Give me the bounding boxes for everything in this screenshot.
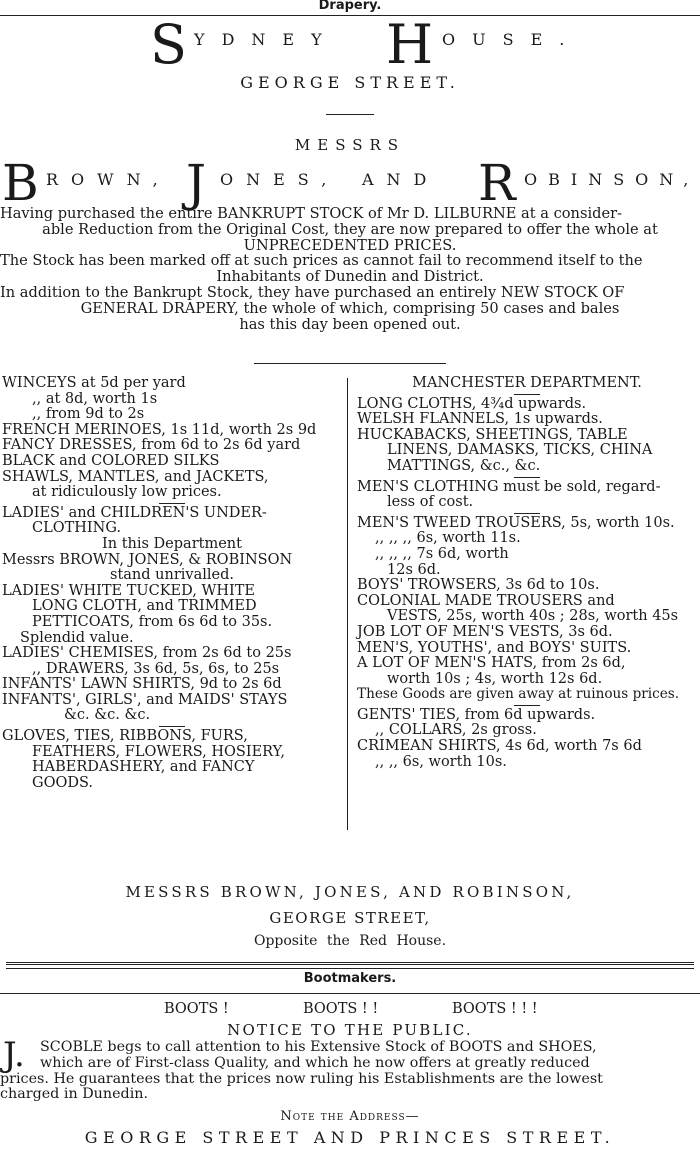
list-item: MATTINGS, &c., &c. (387, 457, 541, 474)
list-item: INFANTS' LAWN SHIRTS, 9d to 2s 6d (2, 676, 282, 693)
list-item: GLOVES, TIES, RIBBONS, FURS, (2, 728, 248, 745)
list-item: less of cost. (387, 494, 474, 511)
store-street: GEORGE STREET. (240, 73, 460, 92)
list-item: WINCEYS at 5d per yard (2, 375, 186, 391)
list-item: FEATHERS, FLOWERS, HOSIERY, (32, 743, 285, 760)
list-item: FRENCH MERINOES, 1s 11d, worth 2s 9d (2, 421, 317, 438)
list-item: ,, ,, 6s, worth 10s. (375, 753, 507, 770)
list-item: LONG CLOTHS, 4¾d upwards. (357, 395, 587, 412)
firm-word-jones: ONES, (220, 170, 340, 189)
list-item: HABERDASHERY, and FANCY (32, 759, 255, 776)
list-item: Splendid value. (20, 629, 134, 646)
list-item: stand unrivalled. (110, 567, 234, 584)
list-item: In this Department (102, 535, 242, 552)
right-column (357, 376, 697, 770)
list-item: HUCKABACKS, SHEETINGS, TABLE (357, 426, 628, 443)
messrs-label: MESSRS (294, 136, 406, 154)
firm-initial-j: J (186, 154, 207, 212)
list-item: SHAWLS, MANTLES, and JACKETS, (2, 468, 269, 485)
list-item: &c. &c. &c. (64, 707, 151, 724)
footer-opposite: Opposite the Red House. (253, 933, 447, 949)
list-item: ,, DRAWERS, 3s 6d, 5s, 6s, to 25s (32, 660, 280, 677)
intro-line: able Reduction from the Original Cost, they are now prepared to offer the whole at (42, 220, 658, 238)
list-item: JOB LOT OF MEN'S VESTS, 3s 6d. (357, 623, 613, 640)
intro-line: Having purchased the entire BANKRUPT STOCK of Mr D. LILBURNE at a consider- (0, 205, 623, 222)
list-item: ,, from 9d to 2s (32, 406, 145, 423)
firm-word-robinson: OBINSON, (524, 170, 700, 189)
body-line: which are of First-class Quality, and which he now offers at greatly reduced (40, 1054, 590, 1071)
divider (159, 503, 185, 504)
body-line: charged in Dunedin. (0, 1086, 149, 1103)
list-item: ,, ,, ,, 6s, worth 11s. (375, 530, 521, 547)
intro-line: Inhabitants of Dunedin and District. (216, 268, 484, 286)
list-item: CRIMEAN SHIRTS, 4s 6d, worth 7s 6d (357, 738, 642, 755)
body-line: SCOBLE begs to call attention to his Extensive Stock of BOOTS and SHOES, (40, 1039, 597, 1055)
store-word-sydney: YDNEY (194, 30, 339, 49)
divider (514, 705, 540, 706)
list-item: 12s 6d. (387, 561, 441, 578)
store-word-house: OUSE. (442, 30, 582, 49)
list-item: WELSH FLANNELS, 1s upwards. (357, 411, 603, 428)
list-item: BLACK and COLORED SILKS (2, 452, 220, 469)
list-item: GENTS' TIES, from 6d upwards. (357, 706, 596, 723)
list-item: A LOT OF MEN'S HATS, from 2s 6d, (357, 655, 626, 672)
drop-initial: J. (3, 1035, 25, 1075)
store-initial-s: S (150, 13, 187, 76)
list-item: ,, at 8d, worth 1s (32, 390, 158, 407)
notice-title: NOTICE TO THE PUBLIC. (227, 1021, 473, 1039)
store-initial-h: H (386, 13, 434, 76)
shop-address: GEORGE STREET AND PRINCES STREET. (84, 1128, 616, 1147)
top-rule (0, 15, 700, 16)
boots-word: BOOTS ! (164, 1001, 229, 1017)
list-item: MEN'S TWEED TROUSERS, 5s, worth 10s. (357, 514, 675, 531)
boots-word: BOOTS ! ! ! (452, 1001, 538, 1017)
list-item: BOYS' TROWSERS, 3s 6d to 10s. (357, 577, 600, 594)
list-item: MEN'S, YOUTHS', and BOYS' SUITS. (357, 639, 632, 656)
note-address: Note the Address— (280, 1109, 420, 1124)
list-item: LINENS, DAMASKS, TICKS, CHINA (387, 442, 653, 459)
intro-line: The Stock has been marked off at such prices as cannot fail to recommend itself to the (0, 252, 643, 270)
column-divider (347, 378, 348, 830)
list-item: CLOTHING. (32, 520, 122, 537)
list-item: COLONIAL MADE TROUSERS and (357, 592, 615, 609)
divider (326, 114, 374, 115)
section-heading-bootmakers: Bootmakers. (303, 971, 397, 986)
list-item: These Goods are given away at ruinous prices. (357, 686, 680, 703)
intro-line: UNPRECEDENTED PRICES. (243, 236, 457, 254)
list-item: LADIES' and CHILDREN'S UNDER- (2, 504, 267, 521)
section-heading-drapery: Drapery. (318, 0, 382, 13)
intro-paragraph (0, 206, 700, 332)
section-rule (6, 962, 694, 969)
body-line: prices. He guarantees that the prices now ruling his Establishments are the lowest (0, 1070, 603, 1087)
divider (254, 363, 446, 364)
footer-firm-name: MESSRS BROWN, JONES, AND ROBINSON, (125, 883, 575, 901)
left-column (2, 376, 342, 791)
firm-initial-r: R (478, 154, 516, 212)
intro-line: GENERAL DRAPERY, the whole of which, comprising 50 cases and bales (80, 299, 620, 317)
list-item: INFANTS', GIRLS', and MAIDS' STAYS (2, 691, 288, 708)
firm-word-brown: ROWN, (46, 170, 171, 189)
store-name (150, 13, 582, 76)
list-item: at ridiculously low prices. (32, 484, 222, 501)
firm-initial-b: B (2, 154, 39, 212)
intro-line: has this day been opened out. (239, 315, 461, 333)
section-rule (0, 993, 700, 994)
boots-body (0, 1035, 700, 1103)
list-item: worth 10s ; 4s, worth 12s 6d. (387, 670, 603, 687)
list-item: LADIES' WHITE TUCKED, WHITE (2, 582, 255, 599)
divider (514, 513, 540, 514)
department-title: MANCHESTER DEPARTMENT. (412, 375, 642, 391)
divider (514, 477, 540, 478)
list-item: FANCY DRESSES, from 6d to 2s 6d yard (2, 437, 301, 454)
list-item: PETTICOATS, from 6s 6d to 35s. (32, 613, 273, 630)
list-item: VESTS, 25s, worth 40s ; 28s, worth 45s (387, 608, 679, 625)
list-item: MEN'S CLOTHING must be sold, regard- (357, 478, 661, 495)
divider (514, 394, 540, 395)
firm-name (0, 154, 700, 212)
footer-street: GEORGE STREET, (269, 909, 431, 927)
list-item: ,, ,, ,, 7s 6d, worth (375, 545, 509, 562)
firm-word-and: AND (362, 170, 440, 189)
list-item: GOODS. (32, 774, 94, 791)
boots-word: BOOTS ! ! (303, 1001, 379, 1017)
list-item: LONG CLOTH, and TRIMMED (32, 598, 257, 615)
list-item: ,, COLLARS, 2s gross. (375, 722, 537, 739)
intro-line: In addition to the Bankrupt Stock, they have purchased an entirely NEW STOCK OF (0, 283, 625, 301)
list-item: LADIES' CHEMISES, from 2s 6d to 25s (2, 645, 292, 662)
divider (159, 726, 185, 727)
list-item: Messrs BROWN, JONES, & ROBINSON (2, 551, 293, 568)
